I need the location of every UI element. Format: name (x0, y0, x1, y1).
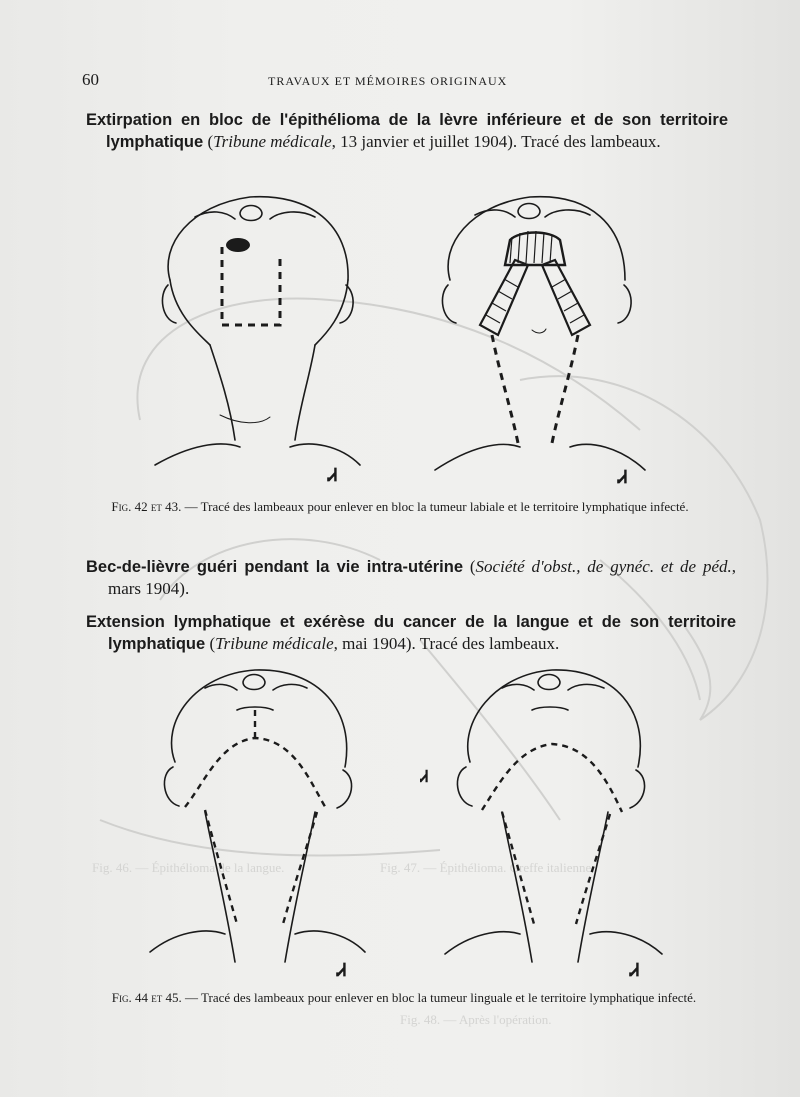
entry-details: , mars 1904). (108, 557, 736, 598)
monogram-42: Ꮧ (328, 465, 338, 485)
center-monogram (420, 762, 440, 788)
caption-text: — Tracé des lambeaux pour enlever en bloc la tumeur linguale et le territoire lymphatique infecté. (185, 990, 697, 1005)
figure-44-tongue-flap (145, 662, 370, 982)
running-title: TRAVAUX ET MÉMOIRES ORIGINAUX (268, 74, 508, 88)
caption-text: — Tracé des lambeaux pour enlever en bloc la tumeur labiale et le territoire lymphatique infecté. (184, 499, 689, 514)
caption-figures-42-43 (86, 498, 714, 515)
caption-label: Fig. 42 et 43. (111, 499, 182, 514)
figure-45-tongue-flap (440, 662, 665, 982)
caption-figures-44-45 (84, 989, 724, 1006)
entry-cleft-lip: Bec-de-lièvre guéri pendant la vie intra-utérine (Société d'obst., de gynéc. et de péd., mars 1904). (86, 557, 736, 598)
figure-43-lip-flap-dissection (420, 185, 650, 490)
page-number: 60 (82, 70, 99, 89)
entry-journal: Tribune médicale (213, 132, 332, 151)
svg-text:Fig. 47. — Épithélioma. Greffe: Fig. 47. — Épithélioma. Greffe italienne. (380, 860, 595, 875)
entry-title: Bec-de-lièvre guéri pendant la vie intra-utérine (86, 558, 464, 576)
entry-lip-epithelioma: Extirpation en bloc de l'épithélioma de la lèvre inférieure et de son territoire lymphatique (Tribune médicale, 13 janvier et juillet 1904). Tracé des lambeaux. (86, 111, 728, 151)
monogram-45: Ꮧ (630, 960, 640, 980)
figure-42-lip-flap (150, 185, 365, 485)
entry-journal: Société d'obst., de gynéc. et de péd. (475, 557, 732, 576)
caption-label: Fig. 44 et 45. (111, 990, 182, 1005)
entry-journal: Tribune médicale (215, 634, 334, 653)
center-monogram-text: Ꮧ (420, 769, 429, 786)
entry-details: , mai 1904). Tracé des lambeaux. (333, 634, 560, 653)
svg-text:Fig. 46. — Épithélioma de la l: Fig. 46. — Épithélioma de la langue. (92, 860, 285, 875)
entry-tongue-cancer: Extension lymphatique et exérèse du cancer de la langue et de son territoire lymphatique (Tribune médicale, mai 1904). Tracé des lambeaux. (86, 613, 736, 653)
entry-title: Extirpation en bloc de l'épithélioma de la lèvre inférieure et de son territoire lymphatique (86, 111, 728, 151)
svg-text:Fig. 48. — Après l'opération.: Fig. 48. — Après l'opération. (400, 1012, 552, 1027)
monogram-44: Ꮧ (337, 960, 347, 980)
entry-details: , 13 janvier et juillet 1904). Tracé des lambeaux. (331, 132, 661, 151)
entry-title: Extension lymphatique et exérèse du cancer de la langue et de son territoire lymphatique (86, 613, 736, 653)
monogram-43: Ꮧ (618, 467, 628, 487)
